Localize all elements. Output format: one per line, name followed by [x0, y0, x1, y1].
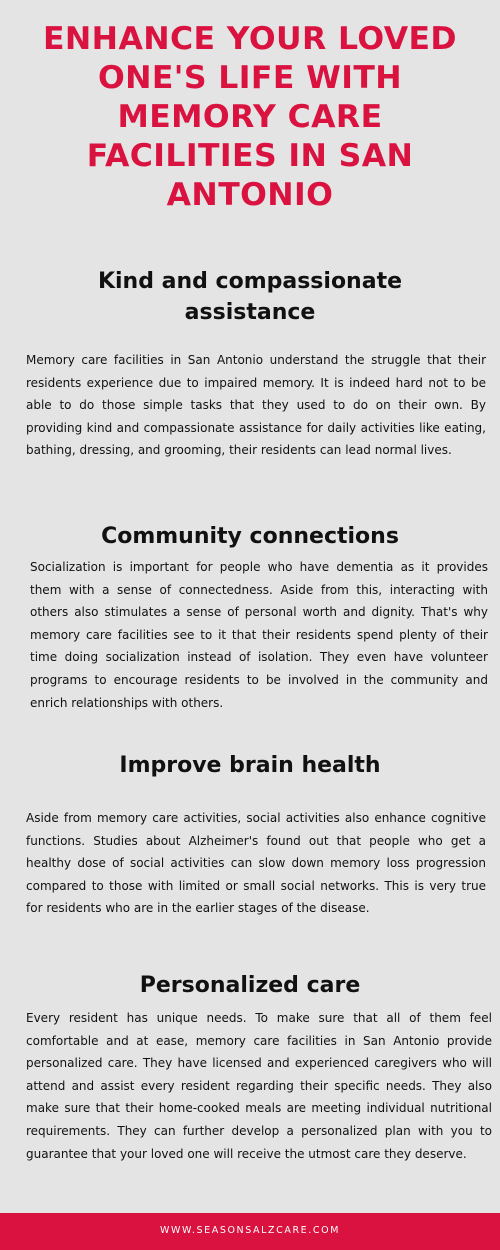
page-title: ENHANCE YOUR LOVED ONE'S LIFE WITH MEMORY CARE FACILITIES IN SAN ANTONIO: [43, 21, 457, 213]
section-heading-personalized-care: Personalized care: [139, 973, 361, 998]
section-body-brain-health: Aside from memory care activities, social activities also enhance cognitive functions. Studies about Alzheimer's found out that people who get a healthy dose of social activities can slow down memory loss progression compared to those with limited or small social networks. This is very true for residents who are in the earlier stages of the disease.: [26, 811, 486, 916]
section-heading-kind-assistance: Kind and compassionate assistance: [97, 269, 403, 325]
footer-website-link[interactable]: WWW.SEASONSALZCARE.COM: [159, 1225, 341, 1236]
section-body-community-connections: Socialization is important for people who have dementia as it provides them with a sense of connectedness. Aside from this, interacting with others also stimulates a sense of personal worth and dignity. That's why memory care facilities see to it that their residents spend plenty of their time doing socialization instead of isolation. They even have volunteer programs to encourage residents to be involved in the community and enrich relationships with others.: [30, 560, 488, 710]
section-body-personalized-care: Every resident has unique needs. To make sure that all of them feel comfortable and at ease, memory care facilities in San Antonio provide personalized care. They have licensed and experienced caregivers who will attend and assist every resident regarding their specific needs. They also make sure that their home-cooked meals are meeting individual nutritional requirements. They can further develop a personalized plan with you to guarantee that your loved one will receive the utmost care they deserve.: [26, 1011, 492, 1161]
section-heading-community-connections: Community connections: [101, 524, 399, 549]
section-heading-brain-health: Improve brain health: [119, 753, 381, 778]
section-body-kind-assistance: Memory care facilities in San Antonio understand the struggle that their residents experience due to impaired memory. It is indeed hard not to be able to do those simple tasks that they used to do on their own. By providing kind and compassionate assistance for daily activities like eating, bathing, dressing, and grooming, their residents can lead normal lives.: [26, 353, 486, 458]
footer-bar: [0, 1213, 500, 1250]
